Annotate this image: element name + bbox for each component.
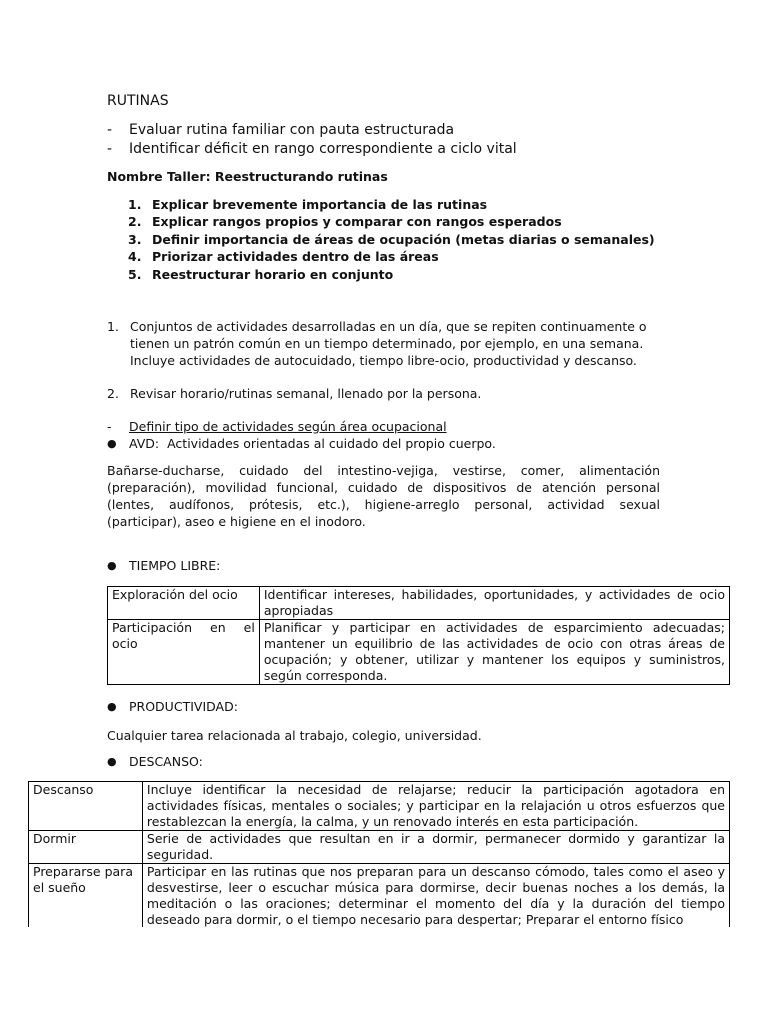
dash-marker: - — [107, 141, 113, 157]
bullet-icon: ● — [107, 700, 117, 713]
table-cell-description: Incluye identificar la necesidad de relajarse; reducir la participación agotadora en actividades físicas, mentales o sociales; y participar en la relajación u otros esfuerzos que restablezcan la energía, la calma, y un renovado interés en esta participación. — [142, 782, 729, 831]
table-row — [29, 864, 730, 928]
dash-marker: - — [107, 419, 112, 434]
table-cell-description: Participar en las rutinas que nos preparan para un descanso cómodo, tales como el aseo y desvestirse, leer o escuchar música para dormirse, decir buenas noches a los demás, la meditación o las oraciones; determinar el momento del día y la duración del tiempo deseado para dormir, o el tiempo necesario para despertar; Preparar el entorno físico — [142, 864, 729, 928]
define-activity-text: Definir tipo de actividades según área ocupacional — [129, 419, 447, 434]
workshop-heading: Nombre Taller: Reestructurando rutinas — [107, 169, 388, 184]
table-cell-term: Participación en el ocio — [108, 620, 260, 685]
dash-marker: - — [107, 122, 113, 138]
avd-text: Actividades orientadas al cuidado del propio cuerpo. — [167, 436, 496, 451]
avd-detail-paragraph: Bañarse-ducharse, cuidado del intestino-vejiga, vestirse, comer, alimentación (preparación), movilidad funcional, cuidado de dispositivos de atención personal (lentes, audífonos, prótesis, etc.), higiene-arreglo personal, actividad sexual (participar), aseo e higiene en el inodoro. — [107, 463, 660, 529]
workshop-steps-list — [128, 196, 655, 283]
workshop-step: 3. Definir importancia de áreas de ocupación (metas diarias o semanales) — [128, 231, 655, 247]
document-page: RUTINAS - Evaluar rutina familiar con pauta estructurada - Identificar déficit en rango correspondiente a ciclo vital Nombre Taller: Reestructurando rutinas 1. Explicar brevemente importancia de las rutinas 2. Explicar rangos propios y comparar con rangos esperados 3. Definir importancia de áreas de ocupación (metas diarias o semanales) 4. Priorizar actividades dentro de las áreas 5. Reestructurar horario en conjunto 1. Conjuntos de actividades desarrolladas en un día, que se repiten continuamente o tienen un patrón común en un tiempo determinado, por ejemplo, en una semana. Incluye actividades de autocuidado, tiempo libre-ocio, productividad y descanso. 2. Revisar horario/rutinas semanal, llenado por la persona. - Definir tipo de actividades según área ocupacional ● AVD: Actividades orientadas al cuidado del propio cuerpo. Bañarse-ducharse, cuidado del intestino-vejiga, vestirse, comer, alimentación (preparación), movilidad funcional, cuidado de dispositivos de atención personal (lentes, audífonos, prótesis, etc.), higiene-arreglo personal, actividad sexual (participar), aseo e higiene en el inodoro. ● TIEMPO LIBRE: Exploración del ocio Identificar intereses, habilidades, oportunidades, y actividades de ocio apropiadas Participación en el ocio Planificar y participar en actividades de esparcimiento adecuadas; mantener un equilibrio de las actividades de ocio con otras áreas de ocupación; y obtener, utilizar y mantener los equipos y suministros, según corresponda. ● PRODUCTIVIDAD: Cualquier tarea relacionada al trabajo, colegio, universidad. ● DESCANSO: Descanso Incluye identificar la necesidad de relajarse; reducir la participación agotadora en actividades físicas, mentales o sociales; y participar en la relajación u otros esfuerzos que restablezcan la energía, la calma, y un renovado interés en esta participación. Dormir Serie de actividades que resultan en ir a dormir, permanecer dormido y garantizar la seguridad. Prepararse para el sueño Participar en las rutinas que nos preparan para un descanso cómodo, tales como el aseo y desvestirse, leer o escuchar música para dormirse, decir buenas noches a los demás, la meditación o las oraciones; determinar el momento del día y la duración del tiempo deseado para dormir, o el tiempo necesario para despertar; Preparar el entorno físico — [0, 0, 768, 1024]
tiempo-libre-table — [107, 586, 730, 685]
explanation-paragraph: Revisar horario/rutinas semanal, llenado por la persona. — [130, 386, 482, 401]
descanso-table-clip — [28, 781, 732, 927]
document-title: RUTINAS — [107, 93, 169, 109]
tiempo-libre-heading: TIEMPO LIBRE: — [129, 558, 221, 573]
workshop-step: 4. Priorizar actividades dentro de las áreas — [128, 249, 439, 265]
table-row — [29, 782, 730, 831]
workshop-step: 1. Explicar brevemente importancia de las rutinas — [128, 197, 488, 212]
bullet-icon: ● — [107, 559, 117, 572]
bullet-icon: ● — [107, 755, 117, 768]
bullet-icon: ● — [107, 437, 117, 450]
table-cell-term: Exploración del ocio — [108, 587, 260, 620]
table-row — [29, 831, 730, 864]
table-cell-description: Identificar intereses, habilidades, oportunidades, y actividades de ocio apropiadas — [259, 587, 729, 620]
avd-label: AVD: — [129, 436, 160, 451]
workshop-step: 5. Reestructurar horario en conjunto — [128, 266, 394, 282]
table-cell-description: Serie de actividades que resultan en ir a dormir, permanecer dormido y garantizar la seguridad. — [142, 831, 729, 864]
explanation-paragraph: Conjuntos de actividades desarrolladas en un día, que se repiten continuamente o tienen un patrón común en un tiempo determinado, por ejemplo, en una semana. Incluye actividades de autocuidado, tiempo libre-ocio, productividad y descanso. — [130, 319, 647, 368]
productividad-text: Cualquier tarea relacionada al trabajo, colegio, universidad. — [107, 728, 482, 743]
explanation-number: 2. — [107, 386, 119, 401]
explanation-number: 1. — [107, 319, 119, 334]
descanso-heading: DESCANSO: — [129, 754, 203, 769]
descanso-table — [28, 781, 730, 927]
table-cell-term: Prepararse para el sueño — [29, 864, 143, 928]
workshop-step: 2. Explicar rangos propios y comparar con rangos esperados — [128, 214, 562, 230]
table-cell-description: Planificar y participar en actividades de esparcimiento adecuadas; mantener un equilibrio de las actividades de ocio con otras áreas de ocupación; y obtener, utilizar y mantener los equipos y suministros, según corresponda. — [259, 620, 729, 685]
table-row — [108, 587, 730, 620]
productividad-heading: PRODUCTIVIDAD: — [129, 699, 238, 714]
table-row — [108, 620, 730, 685]
table-cell-term: Descanso — [29, 782, 143, 831]
table-cell-term: Dormir — [29, 831, 143, 864]
